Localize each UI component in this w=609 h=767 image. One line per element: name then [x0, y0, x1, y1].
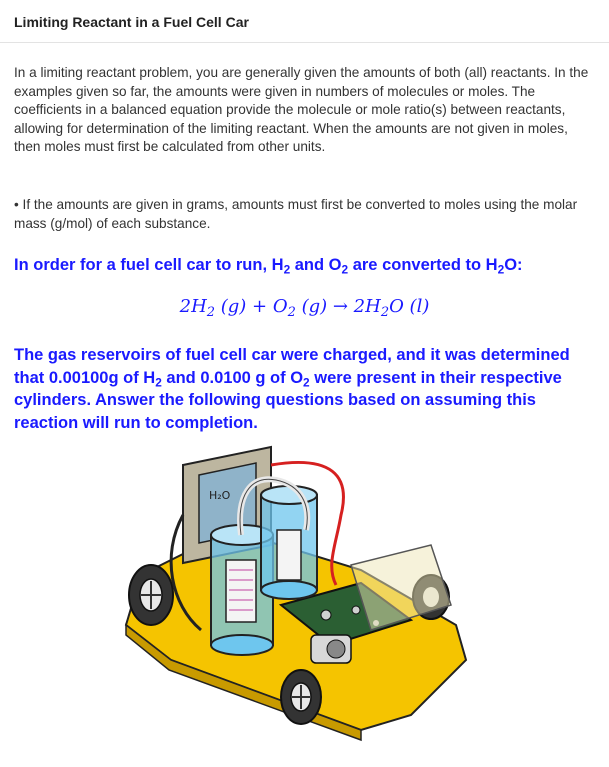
page-title: Limiting Reactant in a Fuel Cell Car [14, 14, 249, 30]
q1-sub-1: 2 [283, 262, 291, 277]
balanced-equation [0, 296, 609, 320]
eq-part-1: 2H [179, 296, 207, 317]
q2-text-2: and 0.0100 g of O [161, 368, 304, 387]
eq-part-2: (g) + O [215, 296, 288, 317]
q2-text-1: The gas reservoirs of fuel cell car were charged, and it was determined that 0.00100g of H [14, 346, 570, 387]
q2-text-3: were present in their respective cylinders. Answer the following questions based on assuming this reaction will run to completion. [14, 368, 562, 432]
title-divider [0, 42, 609, 43]
q1-text-4: O: [504, 256, 523, 274]
eq-sub-2: 2 [287, 304, 296, 320]
q1-text-2: and O [290, 256, 342, 274]
h2o-label: H₂O [209, 489, 231, 502]
eq-part-4: O (l) [389, 296, 430, 317]
bullet-point: • If the amounts are given in grams, amounts must first be converted to moles using the molar mass (g/mol) of each substance. [14, 197, 578, 231]
q1-sub-3: 2 [497, 262, 505, 277]
q1-sub-2: 2 [341, 262, 349, 277]
eq-sub-1: 2 [206, 304, 216, 320]
wheel-front-left [129, 565, 173, 625]
intro-paragraph: In a limiting reactant problem, you are generally given the amounts of both (all) reactants. In the examples given so far, the amounts were given in numbers of molecules or moles. The coefficients in a balanced equation provide the molecule or mole ratio(s) between reactants, allowing for determination of the limiting reactant. When the amounts are not given in moles, then moles must first be calculated from other units. [14, 65, 589, 155]
q2-sub-1: 2 [155, 375, 162, 390]
eq-part-3: (g) → 2H [295, 296, 381, 317]
fuel-cell-car-figure [111, 435, 493, 742]
q2-sub-2: 2 [303, 375, 310, 390]
fuel-cell-car-illustration [111, 435, 493, 742]
wheel-back-left [281, 670, 321, 724]
water-cylinder-small [261, 486, 317, 599]
motor [311, 635, 351, 663]
q1-text-1: In order for a fuel cell car to run, H [14, 256, 284, 274]
question-reaction-statement [14, 254, 604, 276]
q1-text-3: are converted to H [348, 256, 498, 274]
question-given-amounts [14, 344, 599, 434]
eq-sub-3: 2 [380, 304, 390, 320]
